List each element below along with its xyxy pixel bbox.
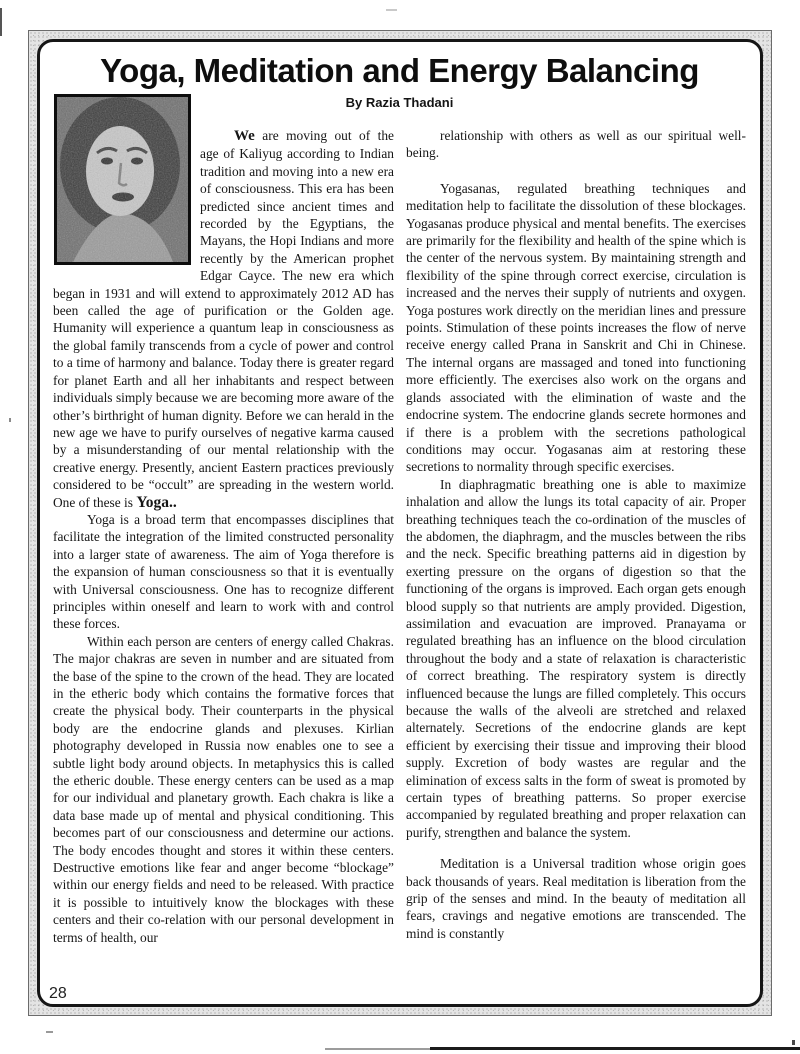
author-photo-image [57, 97, 188, 262]
scan-artifact-mark [386, 9, 397, 11]
page-number: 28 [49, 985, 67, 1002]
right-column [406, 94, 746, 946]
paragraph: In diaphragmatic breathing one is able to maximize inhalation and allow the lungs its total capacity of air. Proper breathing techniques teach the co-ordination of the muscles of the abdomen, the diaphragm, and the muscles between the ribs and the neck. Specific breathing patterns aid in digestion by exerting pressure on the organs of digestion so that the functioning of the organs is improved. Each organ gets enough blood supply so that nutrients are amply provided. Digestion, assimilation and evacuation are improved. Pranayama or regulated breathing has an influence on the blood circulation throughout the body and a state of relaxation is characteristic of correct breathing. The respiratory system is directly influenced because the lungs are filled completely. This occurs because the walls of the alveoli are stretched and relaxed alternately. Secretions of the endocrine glands are kept efficient by exercising their tissue and improving their blood supply. Excretion of body wastes are regular and the elimination of excess salts in the form of sweat is promoted by certain types of breathing patterns. So proper exercise accompanied by regulated breathing and proper relaxation can purify, strengthen and balance the system. [406, 476, 746, 840]
paragraph-bold-term: Yoga.. [136, 493, 177, 511]
scan-artifact-mark [46, 1031, 53, 1033]
paragraph: Within each person are centers of energy called Chakras. The major chakras are seven in number and are situated from the base of the spine to the crown of the head. They are located in the etheric body which contains the formative forces that create the physical body. Their counterparts in the physical body are the endocrine glands and plexuses. Kirlian photography developed in Russia now enables one to see a subtle light body around objects. In metaphysics this is called the etheric double. These energy centers can be used as a map for our individual and planetary growth. Each chakra is like a data base made up of mental and physical conditioning. This becomes part of our consciousness and determine our actions. The body encodes thought and stores it within these centers. Destructive emotions like fear and anger become “blockage” within our energy fields and need to be released. With practice it is possible to intuitively know the blockages with these centers and their co-relation with our personal development in terms of health, our [53, 633, 394, 945]
paragraph-lead: We [234, 128, 255, 144]
article-title: Yoga, Meditation and Energy Balancing [100, 52, 699, 89]
scan-artifact-rule [430, 1047, 800, 1050]
paragraph-text: are moving out of the age of Kaliyug according to Indian tradition and moving into a new era of consciousness. This era has been predicted since ancient times and recorded by the Egyptians, the Mayans, the Hopi Indians and more recently by the American prophet Edgar Cayce. The new era which began in 1931 and will extend to approximately 2012 AD has been called the age of purification or the Golden age. Humanity will experience a quantum leap in consciousness as the global family transcends from a cycle of power and control to a time of harmony and balance. Today there is greater regard for planet Earth and all her inhabitants and respect between individuals simply because we are becoming more aware of the other’s birthright of human dignity. Before we can herald in the new age we have to purify ourselves of negative karma caused by a misunderstanding of our mental relationship with the creative energy. Presently, ancient Eastern practices previously considered to be “occult” are spreading in the western world. One of these is [53, 128, 394, 510]
scan-artifact-mark [0, 8, 2, 36]
paragraph: relationship with others as well as our spiritual well-being. [406, 128, 746, 161]
paragraph: Yogasanas, regulated breathing techniques and meditation help to facilitate the dissolution of these blockages. Yogasanas produce physical and mental benefits. The exercises are primarily for the flexibility and health of the spine which is the center of the nervous system. By maintaining strength and flexibility of the spine through correct exercise, circulation is increased and the nerves their supply of nutrients and oxygen. Yoga postures work directly on the meridian lines and pressure points. Stimulation of these points increases the flow of nerve receive energy called Prana in Sanskrit and Chi in Chinese. The internal organs are massaged and toned into functioning more efficiently. The exercises also work on the organs and glands associated with the elimination of waste and the endocrine system. The endocrine glands secrete hormones and if there is a problem with the secretions pathological conditions may occur. Yogasanas aim at restoring these secretions to normality through specific exercises. [406, 180, 746, 475]
author-photo [54, 94, 191, 265]
page-content-area [37, 39, 763, 1007]
paragraph: Meditation is a Universal tradition whose origin goes back thousands of years. Real meditation is liberation from the grip of the senses and mind. In the beauty of meditation all fears, cravings and negative emotions are transcended. The mind is constantly [406, 856, 746, 941]
article-body [53, 94, 746, 946]
byline: By Razia Thadani [345, 95, 454, 110]
scan-artifact-mark [792, 1040, 795, 1045]
paragraph: Yoga is a broad term that encompasses disciplines that facilitate the integration of the limited constructed personality into a larger state of awareness. The aim of Yoga therefore is the expansion of human consciousness so that it is eventually with Universal consciousness. One has to recognize different principles within oneself and learn to work with and control these forces. [53, 511, 394, 632]
page-border-frame [28, 30, 772, 1016]
scan-artifact-mark [9, 418, 11, 422]
left-column [53, 94, 394, 946]
scan-artifact-rule [325, 1048, 430, 1050]
